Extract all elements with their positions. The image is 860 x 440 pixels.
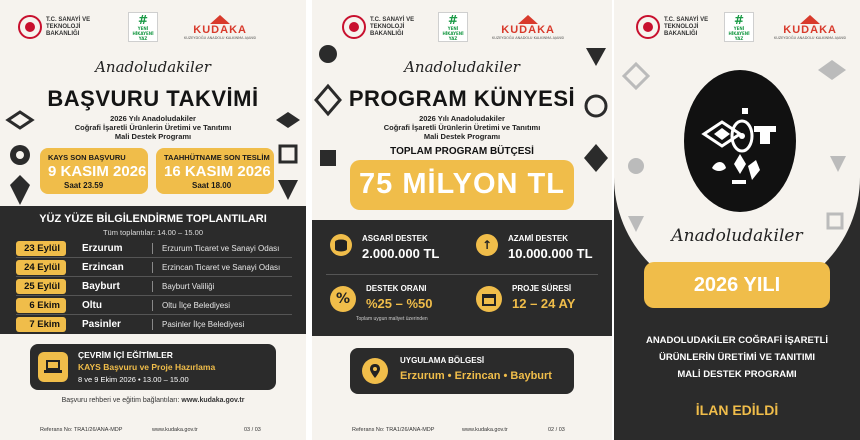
subtitle-line: Coğrafi İşaretli Ürünlerin Üretimi ve Tanıtımı	[74, 123, 232, 132]
announcement-panel	[614, 0, 860, 440]
kudaka-subtitle: KUZEYDOĞU ANADOLU KALKINMA AJANSI	[184, 35, 257, 40]
page-title: BAŞVURU TAKVİMİ	[47, 86, 259, 111]
hashtag-logo	[724, 10, 754, 44]
hashtag-caption: YENİ HİKAYENİ YAZ	[728, 25, 750, 41]
year-card	[644, 262, 830, 308]
table-row	[16, 276, 292, 296]
meeting-place: Erzurum Ticaret ve Sanayi Odası	[162, 244, 280, 253]
online-topic: KAYS Başvuru ve Proje Hazırlama	[78, 362, 216, 372]
program-line: ANADOLUDAKİLER COĞRAFİ İŞARETLİ	[645, 335, 829, 346]
page-title: PROGRAM KÜNYESİ	[348, 86, 576, 111]
max-support-value: 10.000.000 TL	[508, 246, 593, 261]
kays-label: KAYS SON BAŞVURU	[48, 153, 126, 162]
ministry-emblem-icon	[18, 15, 42, 39]
online-title: ÇEVRİM İÇİ EĞİTİMLER	[78, 350, 173, 360]
subtitle-line: 2026 Yılı Anadoludakiler	[419, 114, 505, 123]
kudaka-name: KUDAKA	[501, 23, 555, 36]
kudaka-name: KUDAKA	[783, 23, 837, 36]
subtitle-line: Mali Destek Programı	[114, 132, 192, 141]
ornament-egg-icon	[682, 68, 798, 214]
kudaka-roof-icon	[210, 15, 230, 24]
online-when: 8 ve 9 Ekim 2026 • 13.00 – 15.00	[78, 375, 189, 384]
location-pin-icon	[362, 358, 388, 384]
table-row	[16, 257, 292, 277]
budget-value: 75 MİLYON TL	[359, 168, 565, 200]
kays-deadline-card	[40, 148, 148, 194]
hashtag-logo	[438, 10, 468, 44]
application-calendar-panel	[0, 0, 306, 440]
commitment-date: 16 KASIM 2026	[164, 163, 271, 180]
program-info-panel	[312, 0, 612, 440]
min-support-label: ASGARİ DESTEK	[362, 234, 428, 243]
ministry-emblem-icon	[636, 15, 660, 39]
ministry-logo	[636, 10, 722, 44]
arrow-up-icon: ↑	[476, 234, 498, 256]
kudaka-name: KUDAKA	[193, 23, 247, 36]
kudaka-subtitle: KUZEYDOĞU ANADOLU KALKINMA AJANSI	[774, 35, 847, 40]
meeting-date: 25 Eylül	[16, 279, 66, 294]
brand-script: Anadoludakiler	[671, 226, 803, 246]
meeting-place: Erzincan Ticaret ve Sanayi Odası	[162, 263, 281, 272]
ministry-logo	[18, 10, 104, 44]
rate-note: Toplam uygun maliyet üzerinden	[356, 316, 428, 322]
table-row	[16, 238, 292, 258]
kudaka-roof-icon	[800, 15, 820, 24]
ministry-name: T.C. SANAYİ VE TEKNOLOJİ BAKANLIĞI	[664, 16, 709, 37]
meeting-date: 6 Ekim	[16, 298, 66, 313]
footer-url[interactable]: www.kudaka.gov.tr	[462, 427, 508, 433]
budget-label: TOPLAM PROGRAM BÜTÇESİ	[390, 146, 534, 157]
kudaka-subtitle: KUZEYDOĞU ANADOLU KALKINMA AJANSI	[492, 35, 565, 40]
table-row	[16, 314, 292, 334]
ministry-name: T.C. SANAYİ VE TEKNOLOJİ BAKANLIĞI	[46, 16, 91, 37]
commitment-label: TAAHHÜTNAME SON TESLİM	[164, 153, 270, 162]
meeting-city: Erzincan	[82, 262, 124, 273]
hashtag-caption: YENİ HİKAYENİ YAZ	[442, 25, 464, 41]
region-card	[350, 348, 574, 394]
meeting-city: Bayburt	[82, 281, 120, 292]
budget-card	[350, 160, 574, 210]
kudaka-logo	[492, 10, 564, 44]
meeting-date: 24 Eylül	[16, 260, 66, 275]
online-training-card	[30, 344, 276, 390]
subtitle-line: 2026 Yılı Anadoludakiler	[110, 114, 196, 123]
footer-reference: Referans No: TRA1/26/ANA-MDP	[352, 427, 435, 433]
meeting-place: Oltu İlçe Belediyesi	[162, 301, 231, 310]
logo-bar	[0, 10, 306, 44]
subtitle-line: Mali Destek Programı	[423, 132, 501, 141]
commitment-deadline-card	[156, 148, 274, 194]
laptop-icon	[38, 352, 68, 382]
meeting-place: Pasinler İlçe Belediyesi	[162, 320, 245, 329]
hashtag-mark: #	[137, 12, 149, 27]
kudaka-logo	[184, 10, 256, 44]
program-name	[614, 332, 860, 383]
footer-url[interactable]: www.kudaka.gov.tr	[152, 427, 198, 433]
footer-reference: Referans No: TRA1/26/ANA-MDP	[40, 427, 123, 433]
meetings-time: Tüm toplantılar: 14.00 – 15.00	[102, 228, 204, 237]
guide-link[interactable]: www.kudaka.gov.tr	[181, 397, 245, 404]
program-line: ÜRÜNLERİN ÜRETİMİ VE TANITIMI	[658, 352, 816, 363]
hashtag-mark: #	[733, 12, 745, 27]
hashtag-caption: YENİ HİKAYENİ YAZ	[132, 25, 154, 41]
kudaka-logo	[774, 10, 846, 44]
region-label: UYGULAMA BÖLGESİ	[400, 356, 485, 365]
guide-prefix: Başvuru rehberi ve eğitim bağlantıları:	[61, 397, 180, 404]
support-details-section	[312, 220, 612, 336]
duration-value: 12 – 24 AY	[512, 296, 576, 311]
rate-label: DESTEK ORANI	[366, 284, 427, 293]
ministry-name: T.C. SANAYİ VE TEKNOLOJİ BAKANLIĞI	[370, 16, 415, 37]
ministry-emblem-icon	[342, 15, 366, 39]
min-support-value: 2.000.000 TL	[362, 246, 440, 261]
footer-page: 03 / 03	[244, 427, 261, 433]
page-footer	[0, 418, 306, 440]
meeting-city: Erzurum	[82, 243, 123, 254]
kays-time: Saat 23.59	[64, 181, 104, 190]
meeting-city: Pasinler	[82, 319, 121, 330]
meeting-date: 23 Eylül	[16, 241, 66, 256]
meetings-title: YÜZ YÜZE BİLGİLENDİRME TOPLANTILARI	[39, 213, 267, 225]
meetings-section	[0, 206, 306, 334]
coins-icon	[330, 234, 352, 256]
program-line: MALİ DESTEK PROGRAMI	[677, 369, 797, 380]
meeting-date: 7 Ekim	[16, 317, 66, 332]
calendar-icon	[476, 286, 502, 312]
region-value: Erzurum • Erzincan • Bayburt	[400, 370, 552, 382]
footer-page: 02 / 03	[548, 427, 565, 433]
ministry-logo	[342, 10, 428, 44]
program-subtitle	[0, 114, 306, 141]
duration-label: PROJE SÜRESİ	[512, 284, 572, 293]
logo-bar	[614, 10, 860, 44]
year-value: 2026 YILI	[693, 274, 781, 296]
meeting-city: Oltu	[82, 300, 102, 311]
hashtag-mark: #	[447, 12, 459, 27]
kays-date: 9 KASIM 2026	[48, 163, 147, 180]
guide-line	[0, 397, 306, 404]
kudaka-roof-icon	[518, 15, 538, 24]
commitment-time: Saat 18.00	[192, 181, 232, 190]
program-subtitle	[312, 114, 612, 141]
percent-icon: %	[330, 286, 356, 312]
brand-script: Anadoludakiler	[404, 58, 520, 76]
max-support-label: AZAMİ DESTEK	[508, 234, 568, 243]
rate-value: %25 – %50	[366, 296, 433, 311]
table-row	[16, 295, 292, 315]
logo-bar	[312, 10, 612, 44]
page-footer	[312, 418, 612, 440]
subtitle-line: Coğrafi İşaretli Ürünlerin Üretimi ve Tanıtımı	[383, 123, 541, 132]
meeting-place: Bayburt Valiliği	[162, 282, 215, 291]
announced-label: İLAN EDİLDİ	[695, 402, 779, 418]
hashtag-logo	[128, 10, 158, 44]
brand-script: Anadoludakiler	[95, 58, 211, 76]
